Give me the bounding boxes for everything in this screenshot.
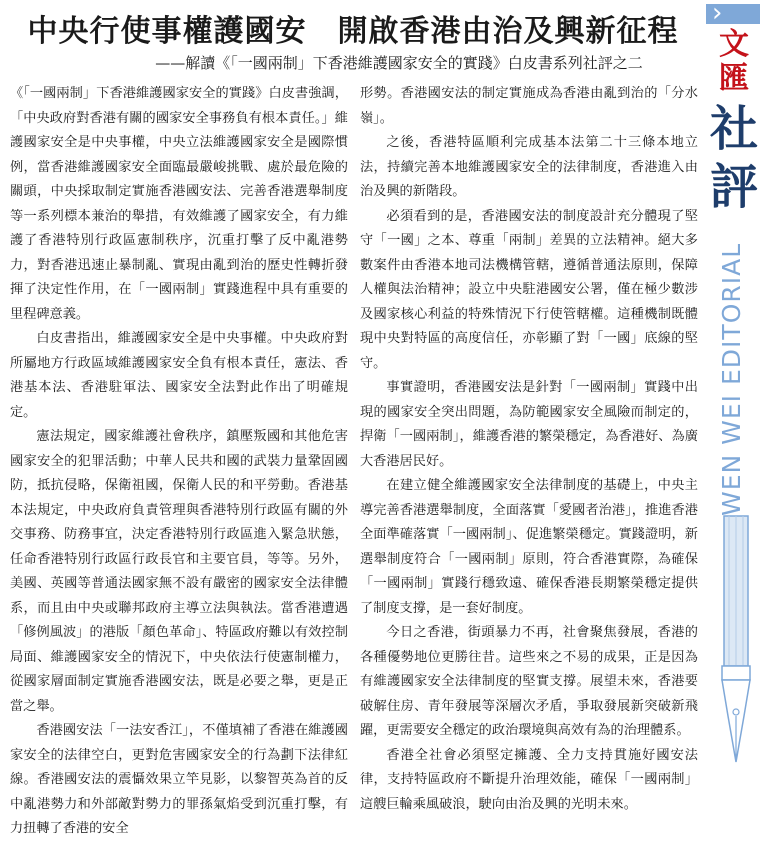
- left-paragraph-3: 憲法規定，國家維護社會秩序，鎮壓叛國和其他危害國家安全的犯罪活動；中華人民共和國的武裝力量鞏固國防，抵抗侵略，保衛祖國，保衛人民的和平勞動。香港基本法規定，中央政府負責管理與香港特別行政區有關的外交事務、防務事宜，決定香港特別行政區進入緊急狀態，任命香港特別行政區行政長官和主要官員，等等。另外，美國、英國等普通法國家無不設有嚴密的國家安全法律體系，而且由中央或聯邦政府主導立法與執法。當香港遭遇「修例風波」的港版「顏色革命」、特區政府難以有效控制局面、維護國家安全的情況下，中央依法行使憲制權力，從國家層面制定實施香港國安法，既是必要之舉，更是正當之舉。: [10, 429, 348, 714]
- left-column: [10, 82, 348, 836]
- left-paragraph-1: 《「一國兩制」下香港維護國家安全的實踐》白皮書強調，「中央政府對香港有關的國家安全事務負有根本責任。」維護國家安全是中央事權，中央立法維護國家安全是國際慣例，當香港維護國家安全面臨最嚴峻挑戰、處於最危險的關頭，中央採取制定實施香港國安法、完善香港選舉制度等一系列標本兼治的舉措，有效維護了國家安全，有力維護了香港特別行政區憲制秩序，沉重打擊了反中亂港勢力，對香港迅速止暴制亂、實現由亂到治的歷史性轉折發揮了決定性作用，在「一國兩制」實踐進程中具有重要的里程碑意義。: [10, 86, 348, 322]
- chevron-right-icon: ›: [712, 0, 723, 28]
- left-paragraph-4: 香港國安法「一法安香江」，不僅填補了香港在維護國家安全的法律空白，更對危害國家安全的行為劃下法律紅線。香港國安法的震懾效果立竿見影，以黎智英為首的反中亂港勢力和外部敵對勢力的罪孫氣焰受到沉重打擊，有力扭轉了香港的安全: [10, 723, 348, 836]
- wen-wei-logo: 文 匯: [719, 27, 749, 96]
- right-paragraph-2: 之後，香港特區順利完成基本法第二十三條本地立法，持續完善本地維護國家安全的法律制度，香港進入由治及興的新階段。: [360, 135, 698, 199]
- subheadline: ——解讀《「一國兩制」下香港維護國家安全的實踐》白皮書系列社評之二: [155, 54, 643, 72]
- right-paragraph-3: 必須看到的是，香港國安法的制度設計充分體現了堅守「一國」之本、尊重「兩制」差異的立法精神。絕大多數案件由香港本地司法機構管轄，遵循普通法原則，保障人權與法治精神；設立中央駐港國安公署，僅在極少數涉及國家核心利益的特殊情況下行使管轄權。這種機制既體現中央對特區的高度信任，亦彰顯了對「一國」底線的堅守。: [360, 208, 698, 371]
- right-paragraph-5: 在建立健全維護國家安全法律制度的基礎上，中央主導完善香港選舉制度，全面落實「愛國者治港」，推進香港全面準確落實「一國兩制」、促進繁榮穩定。實踐證明，新選舉制度符合「一國兩制」原則，符合香港實際，為確保「一國兩制」實踐行穩致遠、確保香港長期繁榮穩定提供了制度支撐，是一套好制度。: [360, 478, 698, 616]
- wen-wei-editorial-masthead: [706, 0, 766, 771]
- headline: 中央行使事權護國安 開啟香港由治及興新征程: [27, 14, 679, 49]
- fountain-pen-icon: [716, 516, 756, 766]
- right-paragraph-4: 事實證明，香港國安法是針對「一國兩制」實踐中出現的國家安全突出問題，為防範國家安全風險而制定的，捍衛「一國兩制」，維護香港的繁榮穩定，為香港好、為廣大香港居民好。: [360, 380, 698, 469]
- right-column: [360, 82, 698, 812]
- english-label: WEN WEI EDITORIAL: [717, 242, 746, 516]
- left-paragraph-2: 白皮書指出，維護國家安全是中央事權。中央政府對所屬地方行政區域維護國家安全負有根本責任，憲法、香港基本法、香港駐軍法、國家安全法對此作出了明確規定。: [10, 331, 348, 420]
- right-paragraph-6: 今日之香港，街頭暴力不再，社會聚焦發展，香港的各種優勢地位更勝往昔。這些來之不易的成果，正是因為有維護國家安全法律制度的堅實支撐。展望未來，香港要破解住房、青年發展等深層次矛盾，爭取發展新突破新飛躍，更需要安全穩定的政治環境與高效有為的治理體系。: [360, 625, 698, 738]
- masthead-bar: [706, 0, 760, 28]
- editorial-title: 社 評: [709, 101, 758, 215]
- right-paragraph-7: 香港全社會必須堅定擁護、全力支持貫施好國安法律，支持特區政府不斷提升治理效能，確保「一國兩制」這艘巨輪乘風破浪，駛向由治及興的光明未來。: [360, 747, 698, 812]
- right-paragraph-1: 形勢。香港國安法的制定實施成為香港由亂到治的「分水嶺」。: [360, 86, 698, 126]
